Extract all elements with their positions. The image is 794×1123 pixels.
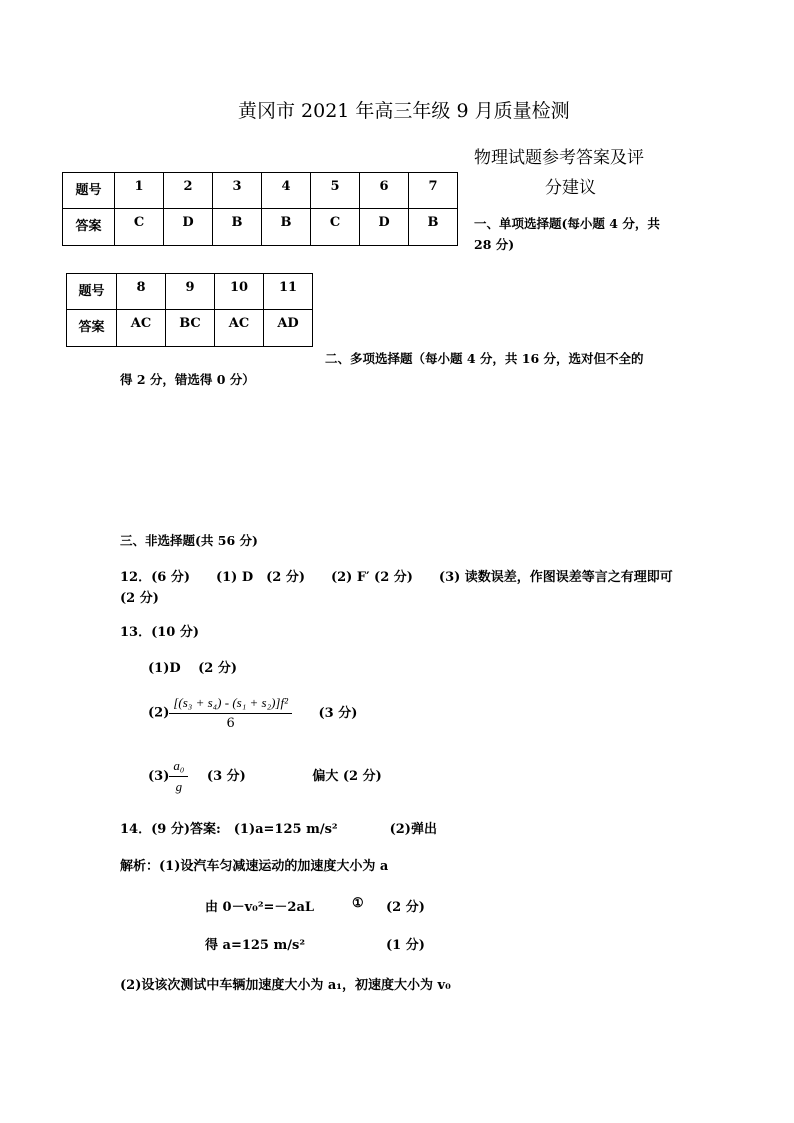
table-row bbox=[63, 209, 458, 246]
table-cell: 答案 bbox=[67, 310, 117, 347]
table-cell: 6 bbox=[360, 173, 409, 209]
section1-heading: 一、单项选择题(每小题 4 分，共 bbox=[474, 216, 660, 231]
answer-table-single bbox=[62, 172, 458, 246]
table-cell: AC bbox=[117, 310, 166, 347]
fraction-denominator: 6 bbox=[226, 716, 235, 731]
table-cell: B bbox=[409, 209, 458, 246]
table-cell: AC bbox=[215, 310, 264, 347]
q14-eq1: 由 0－v₀²=－2aL bbox=[205, 900, 315, 915]
q14-eq2: 得 a=125 m/s² bbox=[205, 938, 306, 953]
subtitle-line1: 物理试题参考答案及评 bbox=[474, 148, 644, 168]
table-cell: 1 bbox=[115, 173, 164, 209]
table-row bbox=[63, 173, 458, 209]
q13-part3-fraction bbox=[169, 758, 188, 795]
table-cell: 5 bbox=[311, 173, 360, 209]
table-cell: 答案 bbox=[63, 209, 115, 246]
fraction-denominator: g bbox=[175, 779, 183, 794]
q13-part3-extra: 偏大 (2 分) bbox=[312, 769, 382, 784]
subtitle-line2: 分建议 bbox=[545, 178, 596, 198]
table-cell: D bbox=[164, 209, 213, 246]
table-cell: 7 bbox=[409, 173, 458, 209]
answer-table-multi bbox=[66, 273, 313, 347]
table-cell: 10 bbox=[215, 274, 264, 310]
q13-part3-score: (3 分) bbox=[206, 769, 246, 784]
section2-heading: 二、多项选择题（每小题 4 分，共 16 分，选对但不全的 bbox=[325, 351, 644, 366]
table-cell: 8 bbox=[117, 274, 166, 310]
q12-line1: 12．(6 分) (1) D (2 分) (2) F′ (2 分) (3) 读数误差，作图误差等言之有理即可 bbox=[120, 570, 673, 585]
q14-eq1-mark: ① bbox=[352, 896, 364, 911]
section2-heading-cont: 得 2 分，错选得 0 分） bbox=[120, 372, 255, 387]
table-cell: BC bbox=[166, 310, 215, 347]
q14-part2: (2)设该次测试中车辆加速度大小为 a₁，初速度大小为 v₀ bbox=[120, 978, 451, 993]
table-cell: 11 bbox=[264, 274, 313, 310]
table-cell: D bbox=[360, 209, 409, 246]
q14-eq2-score: (1 分) bbox=[386, 938, 425, 953]
table-cell: 题号 bbox=[67, 274, 117, 310]
q13-part3-label: (3) bbox=[148, 769, 170, 784]
fraction-numerator: a₀ bbox=[169, 758, 188, 777]
q13-part2 bbox=[148, 695, 357, 731]
table-row bbox=[67, 274, 313, 310]
q13-part1: (1)D (2 分) bbox=[148, 661, 238, 676]
q14-eq1-score: (2 分) bbox=[386, 900, 425, 915]
table-cell: B bbox=[262, 209, 311, 246]
q14-heading: 14．(9 分)答案: (1)a=125 m/s² (2)弹出 bbox=[120, 822, 437, 837]
table-row bbox=[67, 310, 313, 347]
table-cell: 4 bbox=[262, 173, 311, 209]
section1-heading-cont: 28 分) bbox=[474, 237, 515, 252]
table-cell: 题号 bbox=[63, 173, 115, 209]
fraction-numerator: [(s₃ + s₄) - (s₁ + s₂)]f² bbox=[169, 695, 292, 714]
q13-part2-fraction bbox=[169, 695, 292, 731]
table-cell: AD bbox=[264, 310, 313, 347]
table-cell: C bbox=[115, 209, 164, 246]
table-cell: 3 bbox=[213, 173, 262, 209]
q12-line2: (2 分) bbox=[120, 591, 159, 606]
table-cell: 9 bbox=[166, 274, 215, 310]
q14-analysis: 解析：(1)设汽车匀减速运动的加速度大小为 a bbox=[120, 859, 389, 874]
q13-part3 bbox=[148, 758, 382, 795]
q13-part2-label: (2) bbox=[148, 705, 170, 721]
page-title: 黄冈市 2021 年高三年级 9 月质量检测 bbox=[238, 100, 570, 122]
section3-heading: 三、非选择题(共 56 分) bbox=[120, 533, 258, 548]
table-cell: B bbox=[213, 209, 262, 246]
table-cell: 2 bbox=[164, 173, 213, 209]
q13-part2-score: (3 分) bbox=[318, 705, 358, 721]
table-cell: C bbox=[311, 209, 360, 246]
q13-heading: 13．(10 分) bbox=[120, 625, 200, 640]
